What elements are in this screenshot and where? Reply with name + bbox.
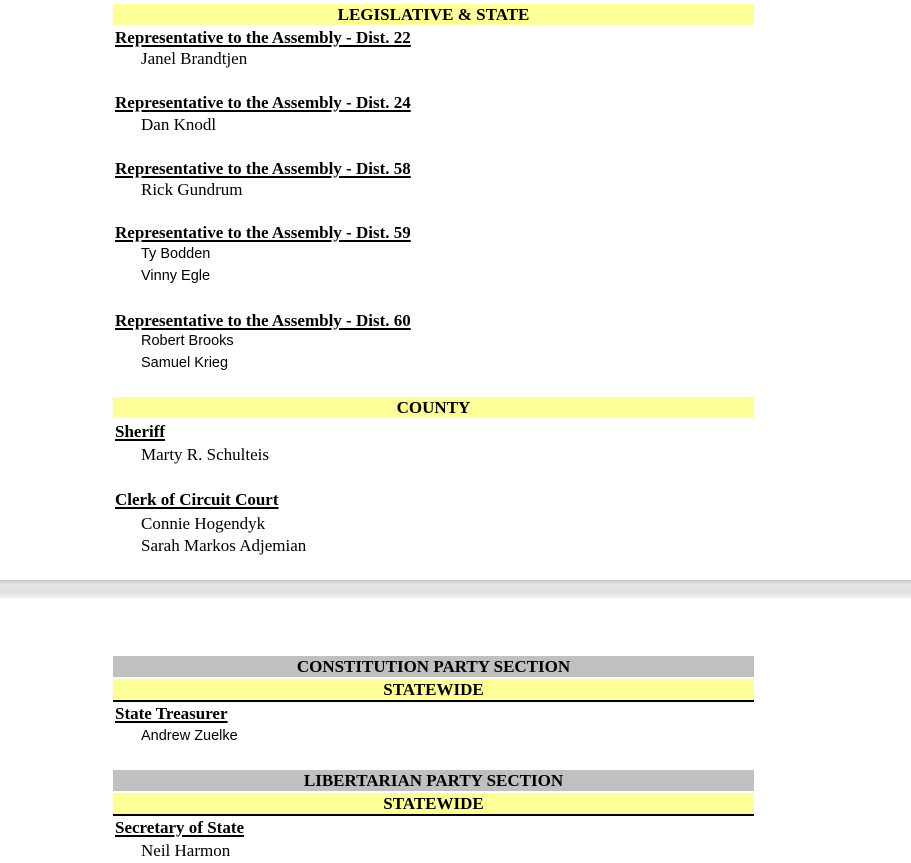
office-heading-sheriff: Sheriff — [115, 422, 166, 441]
candidate-name: Andrew Zuelke — [141, 728, 238, 744]
county-header: COUNTY — [113, 397, 754, 418]
libertarian-party-header: LIBERTARIAN PARTY SECTION — [113, 770, 754, 791]
office-heading-treasurer: State Treasurer — [115, 704, 228, 723]
office-heading-secretary: Secretary of State — [115, 818, 245, 837]
document-page-2 — [0, 598, 911, 863]
libertarian-statewide-header: STATEWIDE — [113, 793, 754, 816]
legislative-state-header: LEGISLATIVE & STATE — [113, 4, 754, 25]
candidate-name: Marty R. Schulteis — [141, 445, 269, 464]
candidate-name: Dan Knodl — [141, 115, 217, 134]
office-heading-dist-22: Representative to the Assembly - Dist. 22 — [115, 28, 411, 47]
candidate-name: Connie Hogendyk — [141, 514, 266, 533]
candidate-name: Sarah Markos Adjemian — [141, 536, 307, 555]
constitution-party-header: CONSTITUTION PARTY SECTION — [113, 656, 754, 677]
candidate-name: Janel Brandtjen — [141, 49, 248, 68]
office-heading-clerk: Clerk of Circuit Court — [115, 490, 279, 509]
office-heading-dist-59: Representative to the Assembly - Dist. 59 — [115, 223, 411, 242]
constitution-statewide-header: STATEWIDE — [113, 679, 754, 702]
page-separator — [0, 580, 911, 598]
candidate-name: Samuel Krieg — [141, 355, 229, 371]
candidate-name: Rick Gundrum — [141, 180, 243, 199]
office-heading-dist-24: Representative to the Assembly - Dist. 24 — [115, 93, 411, 112]
candidate-name: Robert Brooks — [141, 333, 234, 349]
office-heading-dist-58: Representative to the Assembly - Dist. 58 — [115, 159, 411, 178]
candidate-name: Vinny Egle — [141, 268, 211, 284]
candidate-name: Ty Bodden — [141, 246, 211, 262]
office-heading-dist-60: Representative to the Assembly - Dist. 60 — [115, 311, 411, 330]
candidate-name: Neil Harmon — [141, 841, 231, 860]
